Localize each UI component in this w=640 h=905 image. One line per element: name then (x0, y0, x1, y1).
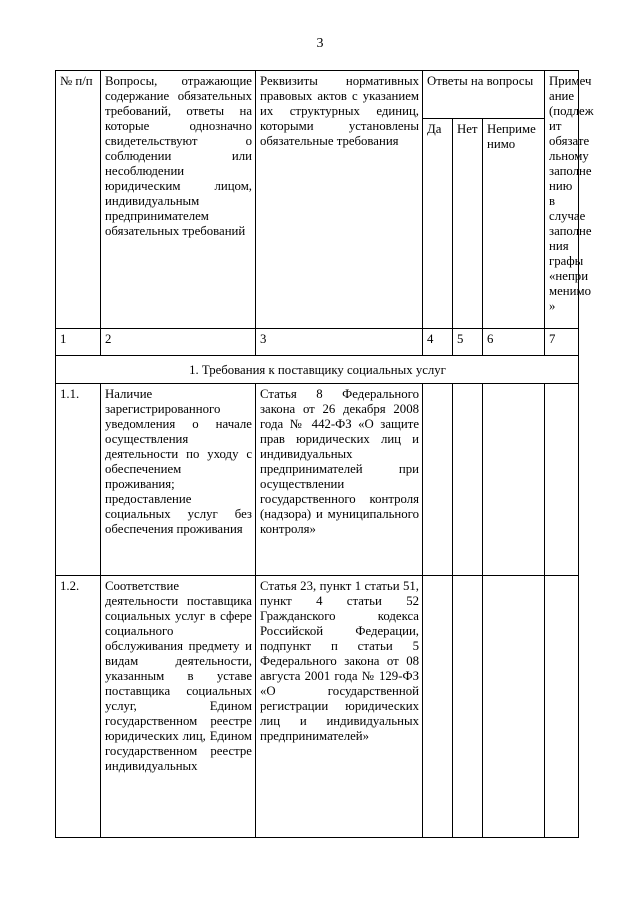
header-answers-group: Ответы на вопросы (423, 71, 545, 119)
answer-no-cell (453, 384, 483, 576)
row-question: Наличие зарегистрированного уведомления о начале осуществления деятельности по уходу с обеспечением проживания; предоставление социальных услуг без обеспечения проживания (101, 384, 256, 576)
header-num: № п/п (56, 71, 101, 329)
table-row (56, 576, 579, 838)
answer-not-applicable-cell (483, 384, 545, 576)
header-note: Примеч ание (подлеж ит обязате льному заполне нию в случае заполне ния графы «непри менимо » (545, 71, 579, 329)
requirements-table (55, 70, 594, 838)
column-number-cell: 5 (453, 329, 483, 356)
section-row (56, 356, 579, 384)
header-yes: Да (423, 119, 453, 329)
answer-yes-cell (423, 384, 453, 576)
row-requisite: Статья 8 Федерального закона от 26 декабря 2008 года № 442-ФЗ «О защите прав юридических лиц и индивидуальных предпринимателей при осуществлении государственного контроля (надзора) и муниципального контроля» (256, 384, 423, 576)
answer-yes-cell (423, 576, 453, 838)
header-row-1 (56, 71, 579, 119)
header-requisites: Реквизиты нормативных правовых актов с указанием их структурных единиц, которыми установлены обязательные требования (256, 71, 423, 329)
row-num: 1.1. (56, 384, 101, 576)
column-number-cell: 6 (483, 329, 545, 356)
header-no: Нет (453, 119, 483, 329)
column-number-cell: 7 (545, 329, 579, 356)
row-requisite: Статья 23, пункт 1 статьи 51, пункт 4 статьи 52 Гражданского кодекса Российской Федерации, подпункт п статьи 5 Федерального закона от 08 августа 2001 года № 129-ФЗ «О государственной регистрации юридических лиц и индивидуальных предпринимателей» (256, 576, 423, 838)
column-number-cell: 4 (423, 329, 453, 356)
header-not-applicable: Неприме нимо (483, 119, 545, 329)
note-cell (545, 576, 579, 838)
section-title: 1. Требования к поставщику социальных услуг (56, 356, 579, 384)
column-number-cell: 2 (101, 329, 256, 356)
header-questions: Вопросы, отражающие содержание обязательных требований, ответы на которые однозначно свидетельствуют о соблюдении или несоблюдении юридическим лицом, индивидуальным предпринимателем обязательных требований (101, 71, 256, 329)
row-question: Соответствие деятельности поставщика социальных услуг в сфере социального обслуживания предмету и видам деятельности, указанным в уставе поставщика социальных услуг, Едином государственном реестре юридических лиц, Едином государственном реестре индивидуальных (101, 576, 256, 838)
page-number: 3 (316, 36, 324, 51)
row-num: 1.2. (56, 576, 101, 838)
table-row (56, 384, 579, 576)
answer-no-cell (453, 576, 483, 838)
column-number-cell: 1 (56, 329, 101, 356)
column-number-row (56, 329, 579, 356)
column-number-cell: 3 (256, 329, 423, 356)
note-cell (545, 384, 579, 576)
answer-not-applicable-cell (483, 576, 545, 838)
